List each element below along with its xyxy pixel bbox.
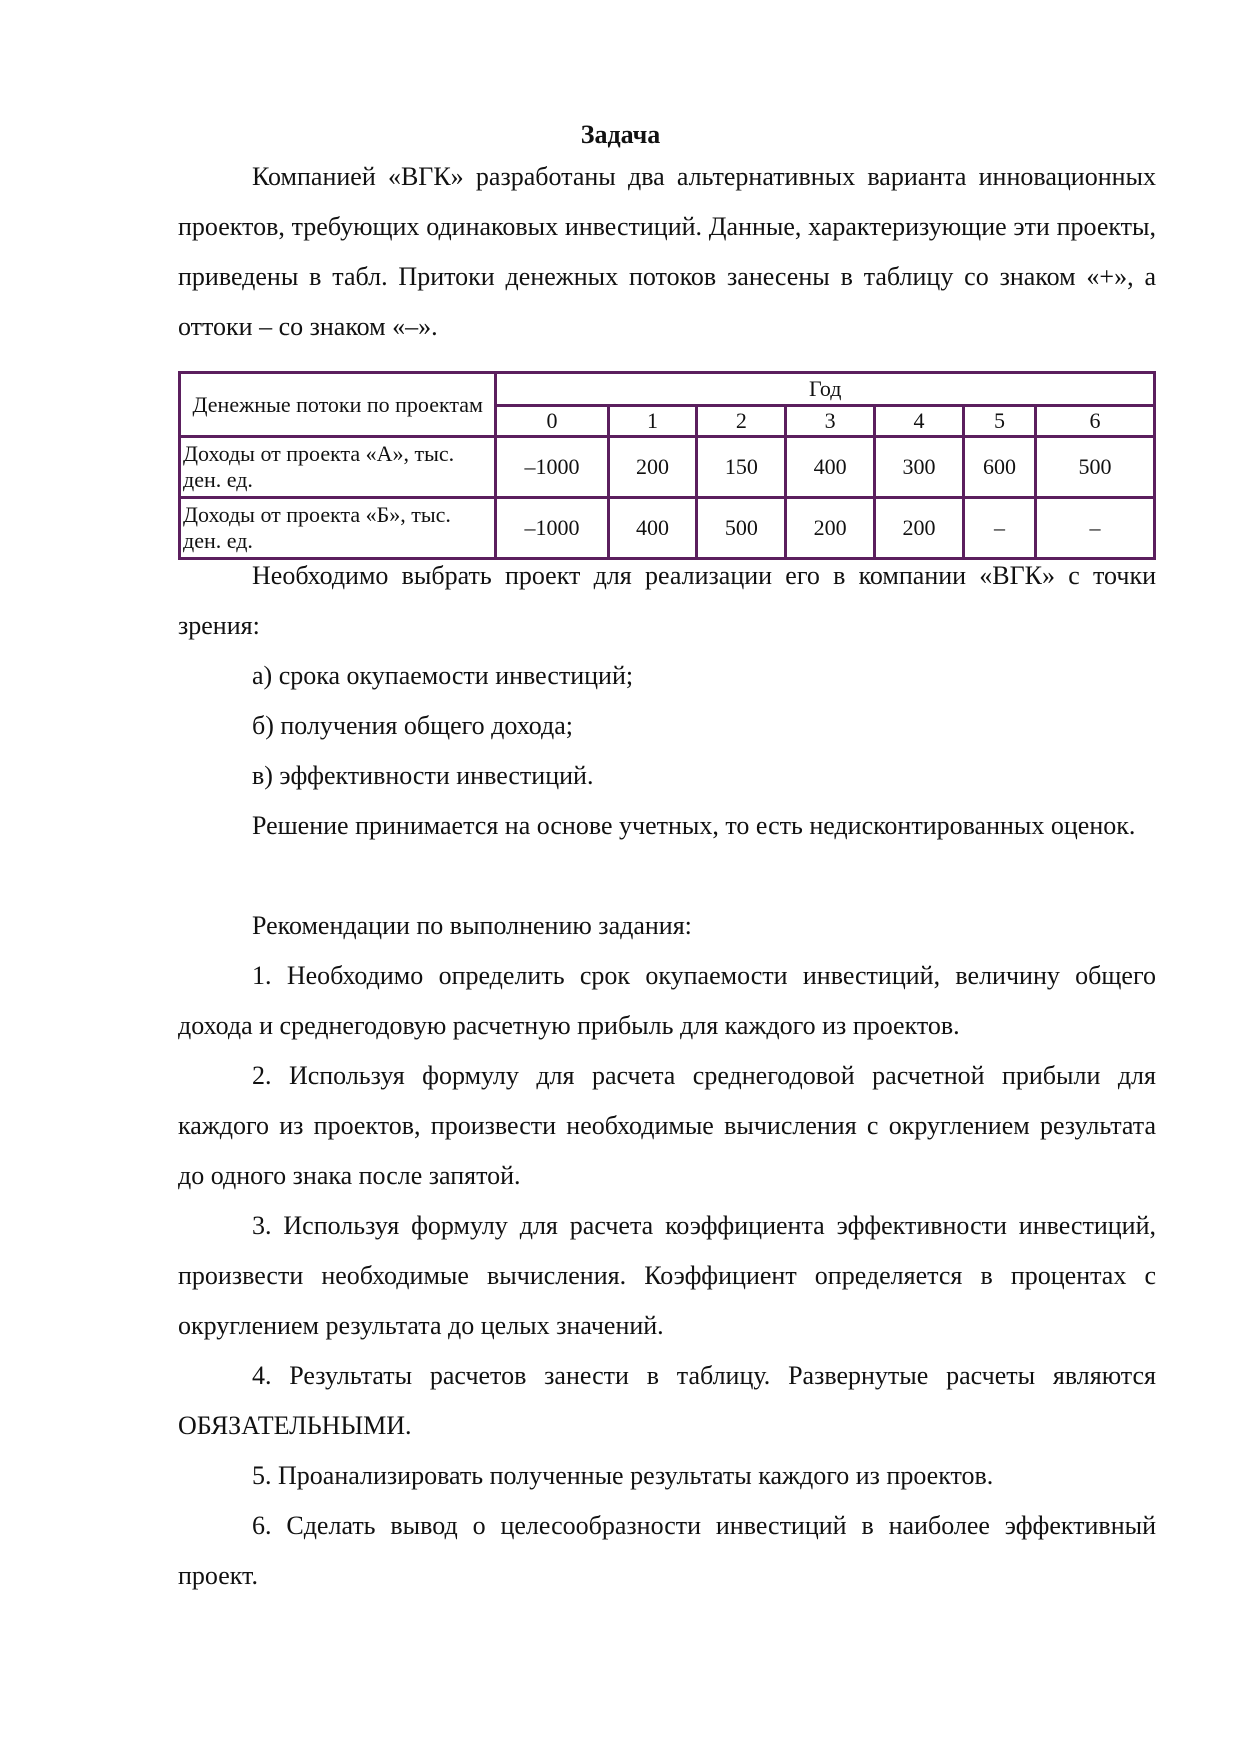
year-cell: 3	[786, 406, 875, 437]
year-cell: 6	[1036, 406, 1155, 437]
value-cell: 200	[875, 498, 964, 559]
value-cell: 500	[1036, 437, 1155, 498]
table-year-header: Год	[496, 373, 1155, 406]
value-cell: 400	[786, 437, 875, 498]
value-cell: –1000	[496, 437, 608, 498]
decision-paragraph: Решение принимается на основе учетных, то есть недисконтированных оценок.	[252, 811, 1136, 840]
recommendation-item: 5. Проанализировать полученные результаты каждого из проектов.	[252, 1461, 994, 1490]
value-cell: –	[963, 498, 1035, 559]
recommendation-item: 4. Результаты расчетов занести в таблицу. Развернутые расчеты являются ОБЯЗАТЕЛЬНЫМИ.	[178, 1361, 1156, 1440]
recommendation-item: 3. Используя формулу для расчета коэффициента эффективности инвестиций, произвести необходимые вычисления. Коэффициент определяется в процентах с округлением результата до целых значений.	[178, 1211, 1156, 1340]
value-cell: 200	[786, 498, 875, 559]
year-cell: 1	[608, 406, 697, 437]
criterion-item: а) срока окупаемости инвестиций;	[252, 661, 634, 690]
criterion-item: в) эффективности инвестиций.	[252, 761, 594, 790]
intro-paragraph: Компанией «ВГК» разработаны два альтернативных варианта инновационных проектов, требующих одинаковых инвестиций. Данные, характеризующие эти проекты, приведены в табл. Притоки денежных потоков занесены в таблицу со знаком «+», а оттоки – со знаком «–».	[178, 162, 1156, 341]
value-cell: –	[1036, 498, 1155, 559]
row-label: Доходы от проекта «А», тыс. ден. ед.	[180, 437, 496, 498]
recommendation-item: 6. Сделать вывод о целесообразности инвестиций в наиболее эффективный проект.	[178, 1511, 1156, 1590]
year-cell: 0	[496, 406, 608, 437]
recommendation-item: 1. Необходимо определить срок окупаемости инвестиций, величину общего дохода и среднегодовую расчетную прибыль для каждого из проектов.	[178, 961, 1156, 1040]
row-label: Доходы от проекта «Б», тыс. ден. ед.	[180, 498, 496, 559]
table-row	[180, 437, 1155, 498]
recommendation-item: 2. Используя формулу для расчета среднегодовой расчетной прибыли для каждого из проектов, произвести необходимые вычисления с округлением результата до одного знака после запятой.	[178, 1061, 1156, 1190]
year-cell: 2	[697, 406, 786, 437]
year-cell: 5	[963, 406, 1035, 437]
value-cell: 300	[875, 437, 964, 498]
value-cell: 600	[963, 437, 1035, 498]
value-cell: 400	[608, 498, 697, 559]
document-title: Задача	[580, 120, 661, 149]
table-row	[180, 498, 1155, 559]
value-cell: –1000	[496, 498, 608, 559]
value-cell: 150	[697, 437, 786, 498]
criterion-item: б) получения общего дохода;	[252, 711, 573, 740]
table-corner-label: Денежные потоки по проектам	[180, 373, 496, 437]
task-paragraph: Необходимо выбрать проект для реализации его в компании «ВГК» с точки зрения:	[178, 561, 1156, 640]
cash-flow-table	[178, 371, 1156, 560]
value-cell: 500	[697, 498, 786, 559]
value-cell: 200	[608, 437, 697, 498]
recommendations-header: Рекомендации по выполнению задания:	[252, 911, 692, 940]
year-cell: 4	[875, 406, 964, 437]
